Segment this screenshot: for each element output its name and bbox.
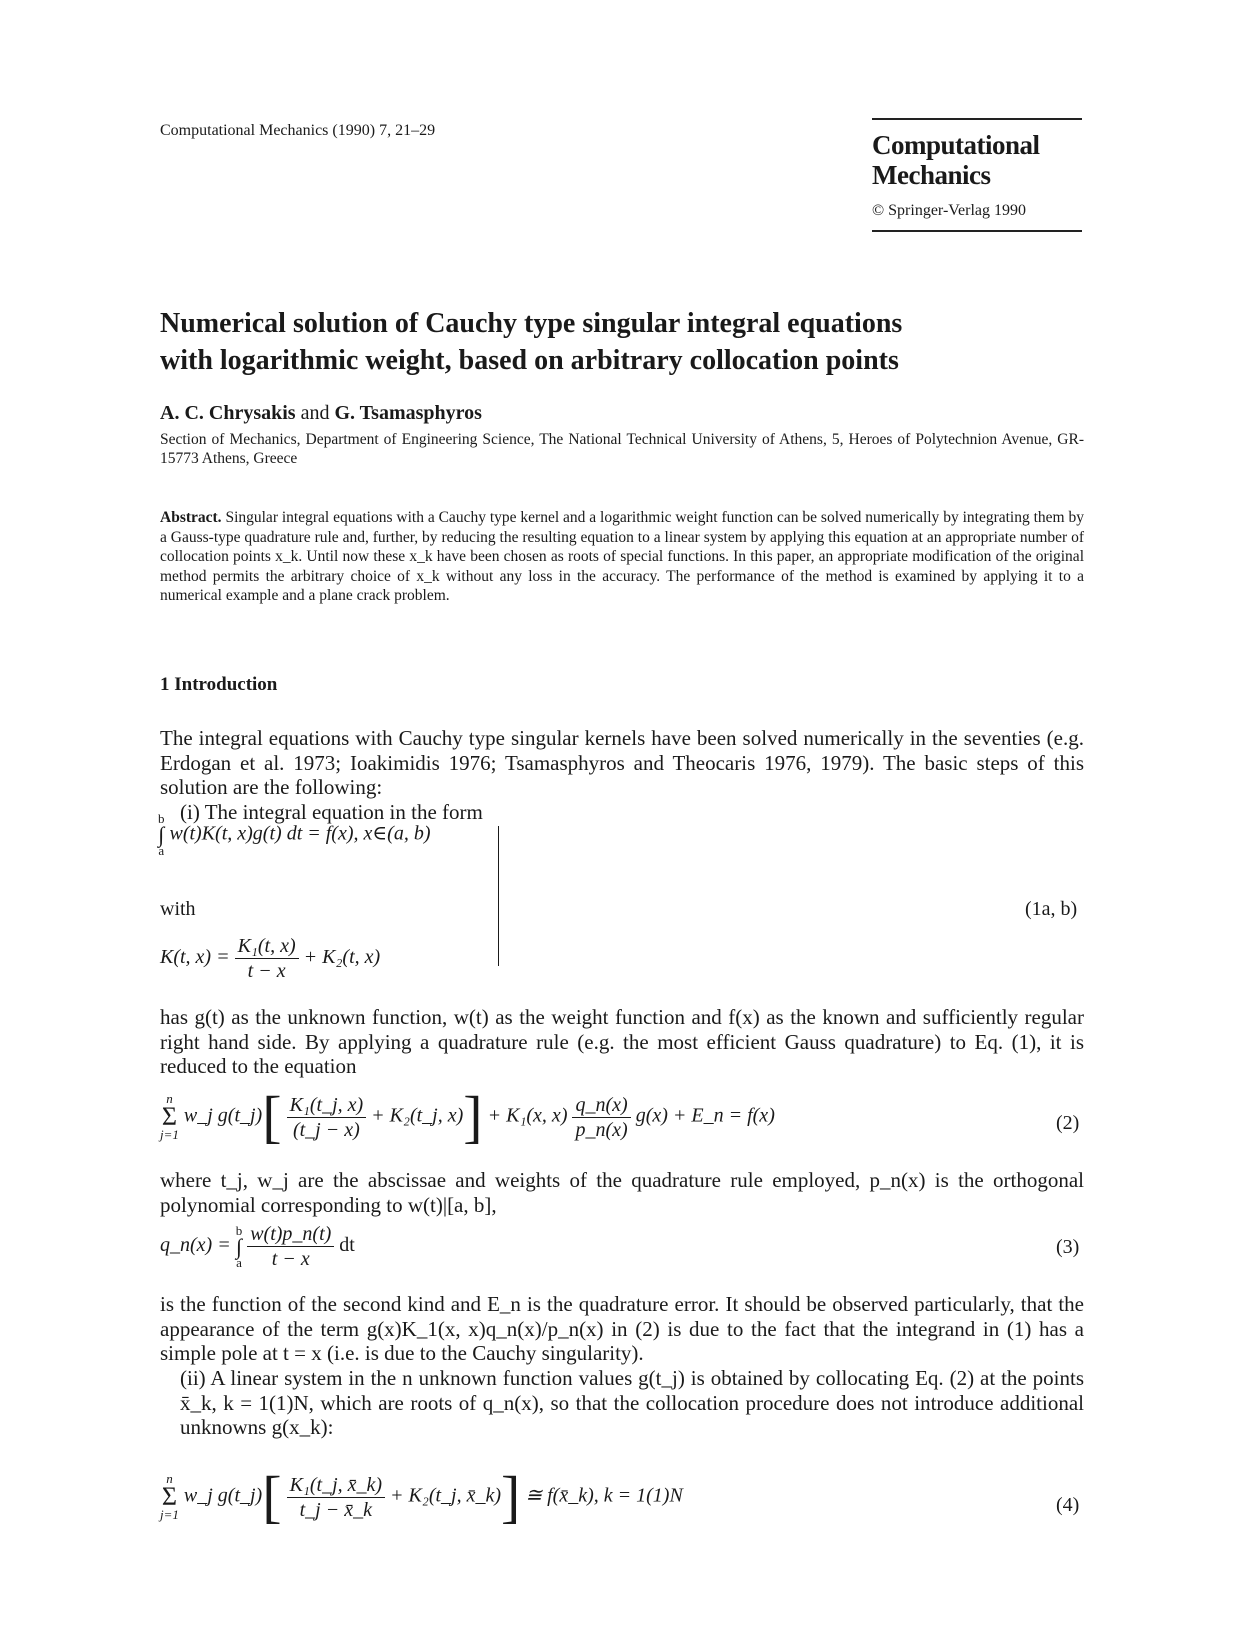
eq2-denominator: (t_j − x) xyxy=(292,1118,360,1141)
sum-upper-eq4: n xyxy=(166,1471,173,1486)
eq3-number: (3) xyxy=(1056,1236,1080,1258)
eq2-fraction xyxy=(287,1093,367,1142)
eq2-term-mid: + K₂(t_j, x) xyxy=(371,1104,464,1127)
para1b-text: (i) The integral equation in the form xyxy=(180,799,483,824)
integral-symbol-eq3: ∫ xyxy=(235,1233,242,1259)
eq2-term-a: w_j g(t_j) xyxy=(183,1104,263,1127)
sum-lower-eq4: j=1 xyxy=(160,1507,179,1522)
eq4-denominator: t_j − x̄_k xyxy=(299,1498,372,1521)
eq3-numerator: w(t)p_n(t) xyxy=(247,1222,334,1247)
top-rule xyxy=(872,118,1082,120)
equation-4 xyxy=(160,1464,683,1529)
sigma-symbol: Σ xyxy=(161,1102,178,1131)
sum-lower: j=1 xyxy=(160,1127,179,1142)
intro-paragraph-1 xyxy=(160,726,1084,824)
author-1: A. C. Chrysakis xyxy=(160,402,296,424)
intro-paragraph-2: has g(t) as the unknown function, w(t) as the weight function and f(x) as the known and sufficiently regular right hand side. By applying a quadrature rule (e.g. the most efficient Gauss quadrature) to Eq. (1), it is reduced to the equation xyxy=(160,1005,1084,1078)
eq2-number: (2) xyxy=(1056,1112,1080,1134)
sigma-symbol-eq4: Σ xyxy=(161,1482,178,1511)
right-bracket-eq4: ] xyxy=(501,1464,521,1529)
eq1a-expression: w(t)K(t, x)g(t) dt = f(x), x∈(a, b) xyxy=(169,822,431,845)
eq2-numerator: K₁(t_j, x) xyxy=(287,1093,367,1118)
journal-name-line1: Computational xyxy=(872,130,1040,160)
abstract-label: Abstract. xyxy=(160,509,222,526)
abstract-text: Singular integral equations with a Cauchy type kernel and a logarithmic weight function can be solved numerically by integrating them by a Gauss-type quadrature rule and, further, by reducing the resulting equation to a linear system by applying this equation at an appropriate number of collocation points x_k. Until now these x_k have been chosen as roots of special functions. In this paper, an appropriate modification of the original method permits the arbitrary choice of x_k without any loss in the accuracy. The performance of the method is examined by applying it to a numerical example and a plane crack problem. xyxy=(160,509,1084,604)
summation-sign xyxy=(160,1092,179,1142)
journal-citation: Computational Mechanics (1990) 7, 21–29 xyxy=(160,122,436,139)
eq2-term-c: g(x) + E_n = f(x) xyxy=(635,1104,775,1127)
eq1b-rhs: + K₂(t, x) xyxy=(303,946,381,969)
equation-3 xyxy=(160,1222,355,1271)
summation-sign-eq4 xyxy=(160,1472,179,1522)
eq1b-numerator: K₁(t, x) xyxy=(235,934,299,959)
eq1b-lhs: K(t, x) = xyxy=(160,946,230,969)
integral-symbol: ∫ xyxy=(158,822,165,847)
journal-name xyxy=(872,130,1082,190)
eq-with-word: with xyxy=(160,898,196,920)
integral-sign xyxy=(158,812,165,858)
journal-logo-box xyxy=(872,118,1082,232)
integral-lower-limit-eq3: a xyxy=(236,1254,242,1270)
intro-paragraph-3: where t_j, w_j are the abscissae and weights of the quadrature rule employed, p_n(x) is the orthogonal polynomial corresponding to w(t)|[a, b], xyxy=(160,1168,1084,1217)
sum-upper: n xyxy=(166,1091,173,1106)
equation-group-brace xyxy=(498,826,499,966)
eq1b-fraction xyxy=(235,934,299,983)
bottom-rule xyxy=(872,230,1082,232)
abstract xyxy=(160,508,1084,606)
intro-paragraph-4: is the function of the second kind and E_n is the quadrature error. It should be observed particularly, that the appearance of the term g(x)K_1(x, x)q_n(x)/p_n(x) in (2) is due to the fact that the integrand in (1) has a simple pole at t = x (i.e. is due to the Cauchy singularity). xyxy=(160,1292,1084,1365)
eq1b-denominator: t − x xyxy=(247,960,286,982)
intro-paragraph-5: (ii) A linear system in the n unknown function values g(t_j) is obtained by collocating Eq. (2) at the points x̄_k, k = 1(1)N, which are roots of q_n(x), so that the collocation procedure does not introduce additional unknowns g(x_k): xyxy=(180,1366,1084,1439)
left-bracket: [ xyxy=(262,1084,282,1149)
section-heading: 1 Introduction xyxy=(160,674,278,695)
eq4-term-mid: + K₂(t_j, x̄_k) xyxy=(390,1484,502,1507)
journal-name-line2: Mechanics xyxy=(872,160,991,190)
eq3-fraction xyxy=(247,1222,334,1271)
eq2-q-numerator: q_n(x) xyxy=(572,1093,630,1118)
eq3-denominator: t − x xyxy=(271,1248,310,1270)
integral-sign-eq3 xyxy=(236,1224,243,1270)
eq2-q-fraction xyxy=(572,1093,630,1142)
authors xyxy=(160,402,482,425)
eq4-fraction xyxy=(287,1473,385,1522)
eq3-lhs: q_n(x) = xyxy=(160,1234,231,1257)
integral-upper-limit: b xyxy=(158,811,165,826)
equation-1b xyxy=(160,934,380,983)
integral-lower-limit: a xyxy=(158,843,165,858)
eq3-rhs: dt xyxy=(339,1234,355,1257)
right-bracket: ] xyxy=(463,1084,483,1149)
eq1-number: (1a, b) xyxy=(1025,898,1078,920)
paper-title xyxy=(160,305,1100,379)
left-bracket-eq4: [ xyxy=(262,1464,282,1529)
para1-text: The integral equations with Cauchy type singular kernels have been solved numerically in the seventies (e.g. Erdogan et al. 1973; Ioakimidis 1976; Tsamasphyros and Theocaris 1976, 1979). The basic steps of this solution are the following: xyxy=(160,726,1084,799)
integral-upper-limit-eq3: b xyxy=(235,1222,243,1238)
equation-2 xyxy=(160,1084,775,1149)
affiliation: Section of Mechanics, Department of Engineering Science, The National Technical University of Athens, 5, Heroes of Polytechnion Avenue, GR-15773 Athens, Greece xyxy=(160,431,1084,467)
title-line1: Numerical solution of Cauchy type singular integral equations xyxy=(160,308,903,339)
eq4-numerator: K₁(t_j, x̄_k) xyxy=(287,1473,385,1498)
eq4-number: (4) xyxy=(1056,1494,1080,1516)
author-2: G. Tsamasphyros xyxy=(334,402,482,424)
eq4-term-a: w_j g(t_j) xyxy=(183,1484,263,1507)
title-line2: with logarithmic weight, based on arbitrary collocation points xyxy=(160,345,899,376)
equation-1a xyxy=(158,812,431,858)
author-and: and xyxy=(300,402,330,424)
eq4-term-c: ≅ f(x̄_k), k = 1(1)N xyxy=(525,1484,683,1507)
eq2-q-denominator: p_n(x) xyxy=(575,1118,628,1141)
copyright: © Springer-Verlag 1990 xyxy=(872,202,1027,219)
eq2-term-b: + K₁(x, x) xyxy=(487,1104,568,1127)
